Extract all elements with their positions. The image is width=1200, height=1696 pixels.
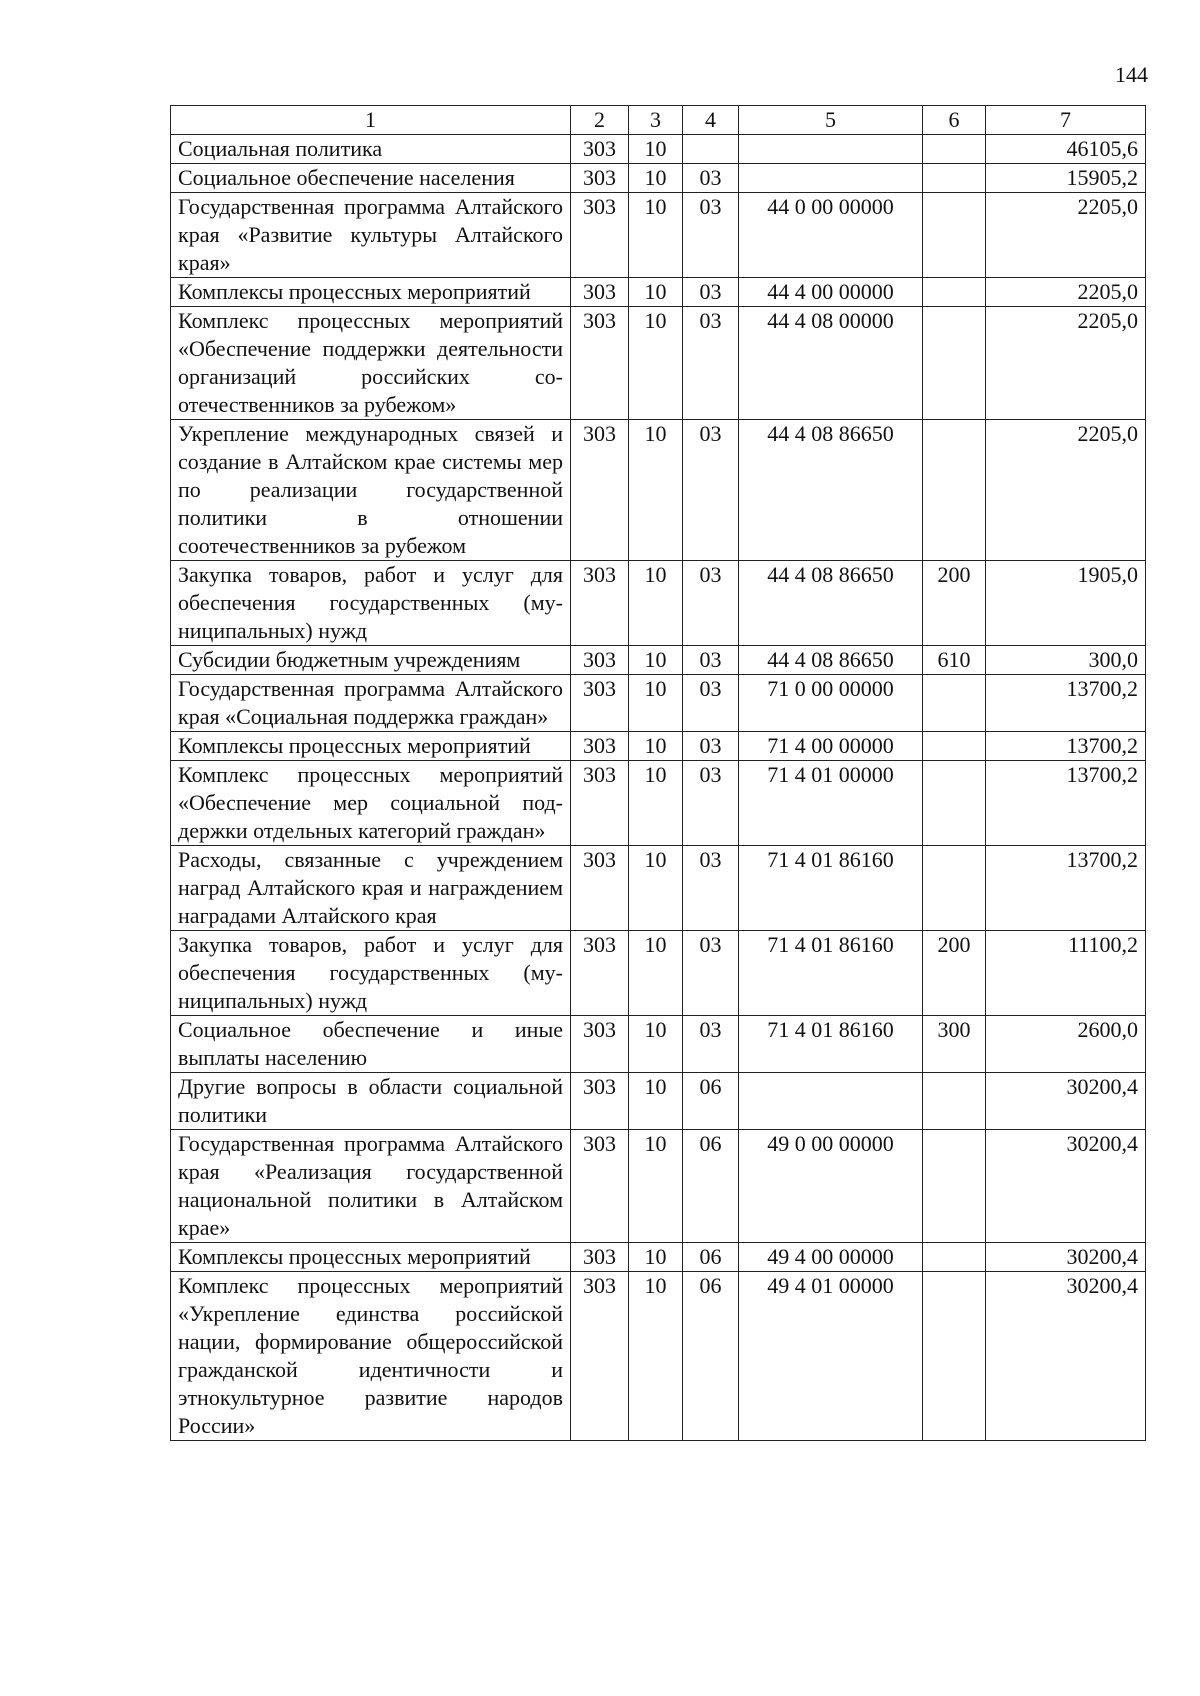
row-amount-cell: 11100,2 [986, 931, 1146, 1016]
row-col-5-cell: 44 0 00 00000 [739, 193, 923, 278]
row-amount-cell: 15905,2 [986, 164, 1146, 193]
row-col-2-cell: 303 [571, 193, 629, 278]
row-name-cell: Социальное обеспечение населения [171, 164, 571, 193]
row-col-6-cell: 300 [923, 1016, 986, 1073]
row-col-2-cell: 303 [571, 307, 629, 420]
row-col-4-cell: 03 [683, 1016, 739, 1073]
table-row [171, 732, 1146, 761]
row-col-2-cell: 303 [571, 846, 629, 931]
row-col-4-cell: 03 [683, 646, 739, 675]
row-col-2-cell: 303 [571, 278, 629, 307]
row-col-6-cell [923, 846, 986, 931]
row-amount-cell: 1905,0 [986, 561, 1146, 646]
row-col-5-cell: 49 0 00 00000 [739, 1130, 923, 1243]
row-col-3-cell: 10 [629, 561, 683, 646]
table-row [171, 561, 1146, 646]
row-col-2-cell: 303 [571, 931, 629, 1016]
row-col-2-cell: 303 [571, 1073, 629, 1130]
header-col-4: 4 [683, 106, 739, 135]
row-amount-cell: 30200,4 [986, 1130, 1146, 1243]
row-name-cell: Закупка товаров, работ и услуг для обеспечения государственных (муниципальных) нужд [171, 931, 571, 1016]
row-name-cell: Комплексы процессных мероприятий [171, 732, 571, 761]
row-amount-cell: 2205,0 [986, 193, 1146, 278]
row-col-5-cell: 71 0 00 00000 [739, 675, 923, 732]
row-col-4-cell: 06 [683, 1243, 739, 1272]
row-name-cell: Субсидии бюджетным учреждениям [171, 646, 571, 675]
header-row [171, 106, 1146, 135]
table-row [171, 164, 1146, 193]
row-amount-cell: 2205,0 [986, 278, 1146, 307]
row-amount-cell: 2205,0 [986, 307, 1146, 420]
row-col-2-cell: 303 [571, 561, 629, 646]
row-col-6-cell [923, 278, 986, 307]
row-col-3-cell: 10 [629, 1272, 683, 1441]
row-col-4-cell: 03 [683, 761, 739, 846]
row-amount-cell: 2205,0 [986, 420, 1146, 561]
row-col-3-cell: 10 [629, 761, 683, 846]
row-col-3-cell: 10 [629, 846, 683, 931]
row-col-6-cell [923, 1073, 986, 1130]
table-row [171, 931, 1146, 1016]
row-col-5-cell: 49 4 00 00000 [739, 1243, 923, 1272]
row-col-4-cell: 06 [683, 1272, 739, 1441]
row-col-4-cell: 03 [683, 307, 739, 420]
table-row [171, 1272, 1146, 1441]
table-row [171, 846, 1146, 931]
row-name-cell: Комплекс процессных мероприятий «Обеспечение мер социальной поддержки отдельных категорий граждан» [171, 761, 571, 846]
row-col-5-cell: 71 4 01 86160 [739, 931, 923, 1016]
row-amount-cell: 46105,6 [986, 135, 1146, 164]
table-row [171, 278, 1146, 307]
row-col-2-cell: 303 [571, 164, 629, 193]
row-col-6-cell [923, 420, 986, 561]
row-col-6-cell [923, 761, 986, 846]
row-col-4-cell: 06 [683, 1073, 739, 1130]
row-col-4-cell: 03 [683, 193, 739, 278]
row-amount-cell: 13700,2 [986, 732, 1146, 761]
row-col-2-cell: 303 [571, 420, 629, 561]
row-col-5-cell: 44 4 00 00000 [739, 278, 923, 307]
row-col-5-cell: 49 4 01 00000 [739, 1272, 923, 1441]
row-name-cell: Комплекс процессных мероприятий «Обеспечение поддержки деятельности организаций российских соотечественников за рубежом» [171, 307, 571, 420]
table-row [171, 193, 1146, 278]
row-col-3-cell: 10 [629, 135, 683, 164]
row-col-3-cell: 10 [629, 1073, 683, 1130]
table-row [171, 307, 1146, 420]
row-amount-cell: 30200,4 [986, 1073, 1146, 1130]
row-col-3-cell: 10 [629, 931, 683, 1016]
row-col-6-cell [923, 732, 986, 761]
row-col-3-cell: 10 [629, 307, 683, 420]
row-name-cell: Государственная программа Алтайского края «Реализация государственной национальной политики в Алтайском крае» [171, 1130, 571, 1243]
row-col-4-cell: 03 [683, 164, 739, 193]
row-col-2-cell: 303 [571, 1130, 629, 1243]
row-col-3-cell: 10 [629, 646, 683, 675]
table-row [171, 646, 1146, 675]
row-col-5-cell: 71 4 00 00000 [739, 732, 923, 761]
row-col-6-cell [923, 1272, 986, 1441]
table-row [171, 1243, 1146, 1272]
table-row [171, 675, 1146, 732]
row-col-4-cell: 03 [683, 420, 739, 561]
table-row [171, 1073, 1146, 1130]
row-col-2-cell: 303 [571, 675, 629, 732]
row-name-cell: Государственная программа Алтайского края «Социальная поддержка граждан» [171, 675, 571, 732]
header-col-3: 3 [629, 106, 683, 135]
row-col-4-cell: 03 [683, 846, 739, 931]
row-col-5-cell: 44 4 08 86650 [739, 420, 923, 561]
row-col-3-cell: 10 [629, 420, 683, 561]
row-name-cell: Государственная программа Алтайского края «Развитие культуры Алтайского края» [171, 193, 571, 278]
row-col-6-cell [923, 675, 986, 732]
row-col-6-cell [923, 193, 986, 278]
row-name-cell: Комплекс процессных мероприятий «Укрепление единства российской нации, формирование общероссийской гражданской идентичности и этнокультурное развитие народов России» [171, 1272, 571, 1441]
row-col-6-cell [923, 307, 986, 420]
row-col-3-cell: 10 [629, 675, 683, 732]
budget-table [170, 105, 1146, 1441]
row-col-4-cell: 03 [683, 561, 739, 646]
row-name-cell: Укрепление международных связей и создание в Алтайском крае системы мер по реализации государственной политики в отношении соотечественников за рубежом [171, 420, 571, 561]
row-col-6-cell: 200 [923, 561, 986, 646]
row-col-4-cell [683, 135, 739, 164]
row-col-6-cell [923, 1130, 986, 1243]
row-name-cell: Социальная политика [171, 135, 571, 164]
header-col-6: 6 [923, 106, 986, 135]
header-col-1: 1 [171, 106, 571, 135]
table-row [171, 1130, 1146, 1243]
row-col-5-cell: 71 4 01 86160 [739, 1016, 923, 1073]
row-col-6-cell [923, 135, 986, 164]
row-col-4-cell: 03 [683, 675, 739, 732]
row-col-5-cell: 44 4 08 00000 [739, 307, 923, 420]
table-row [171, 135, 1146, 164]
row-col-6-cell: 200 [923, 931, 986, 1016]
row-col-5-cell: 71 4 01 86160 [739, 846, 923, 931]
row-col-6-cell [923, 164, 986, 193]
row-name-cell: Закупка товаров, работ и услуг для обеспечения государственных (муниципальных) нужд [171, 561, 571, 646]
row-col-4-cell: 03 [683, 278, 739, 307]
row-name-cell: Социальное обеспечение и иные выплаты населению [171, 1016, 571, 1073]
header-col-5: 5 [739, 106, 923, 135]
row-col-4-cell: 03 [683, 931, 739, 1016]
row-col-5-cell [739, 135, 923, 164]
row-col-3-cell: 10 [629, 164, 683, 193]
row-col-2-cell: 303 [571, 1016, 629, 1073]
row-amount-cell: 2600,0 [986, 1016, 1146, 1073]
row-col-2-cell: 303 [571, 1243, 629, 1272]
row-col-3-cell: 10 [629, 193, 683, 278]
row-name-cell: Комплексы процессных мероприятий [171, 1243, 571, 1272]
row-col-3-cell: 10 [629, 732, 683, 761]
row-col-3-cell: 10 [629, 1130, 683, 1243]
header-col-7: 7 [986, 106, 1146, 135]
row-col-2-cell: 303 [571, 1272, 629, 1441]
table-row [171, 420, 1146, 561]
table-row [171, 761, 1146, 846]
row-col-5-cell [739, 1073, 923, 1130]
row-col-5-cell: 44 4 08 86650 [739, 561, 923, 646]
row-col-3-cell: 10 [629, 278, 683, 307]
table-header [171, 106, 1146, 135]
row-col-5-cell: 71 4 01 00000 [739, 761, 923, 846]
row-col-6-cell [923, 1243, 986, 1272]
row-col-2-cell: 303 [571, 135, 629, 164]
row-col-2-cell: 303 [571, 761, 629, 846]
row-col-5-cell: 44 4 08 86650 [739, 646, 923, 675]
row-name-cell: Другие вопросы в области социальной политики [171, 1073, 571, 1130]
row-col-4-cell: 06 [683, 1130, 739, 1243]
row-col-3-cell: 10 [629, 1016, 683, 1073]
page-number: 144 [1115, 62, 1148, 87]
row-amount-cell: 30200,4 [986, 1272, 1146, 1441]
row-amount-cell: 300,0 [986, 646, 1146, 675]
table-row [171, 1016, 1146, 1073]
row-amount-cell: 13700,2 [986, 761, 1146, 846]
row-amount-cell: 13700,2 [986, 846, 1146, 931]
row-amount-cell: 30200,4 [986, 1243, 1146, 1272]
row-col-2-cell: 303 [571, 646, 629, 675]
row-col-6-cell: 610 [923, 646, 986, 675]
table-body [171, 135, 1146, 1441]
row-amount-cell: 13700,2 [986, 675, 1146, 732]
header-col-2: 2 [571, 106, 629, 135]
row-name-cell: Комплексы процессных мероприятий [171, 278, 571, 307]
row-col-5-cell [739, 164, 923, 193]
row-col-2-cell: 303 [571, 732, 629, 761]
row-name-cell: Расходы, связанные с учреждением наград Алтайского края и награждением наградами Алтайского края [171, 846, 571, 931]
row-col-4-cell: 03 [683, 732, 739, 761]
row-col-3-cell: 10 [629, 1243, 683, 1272]
